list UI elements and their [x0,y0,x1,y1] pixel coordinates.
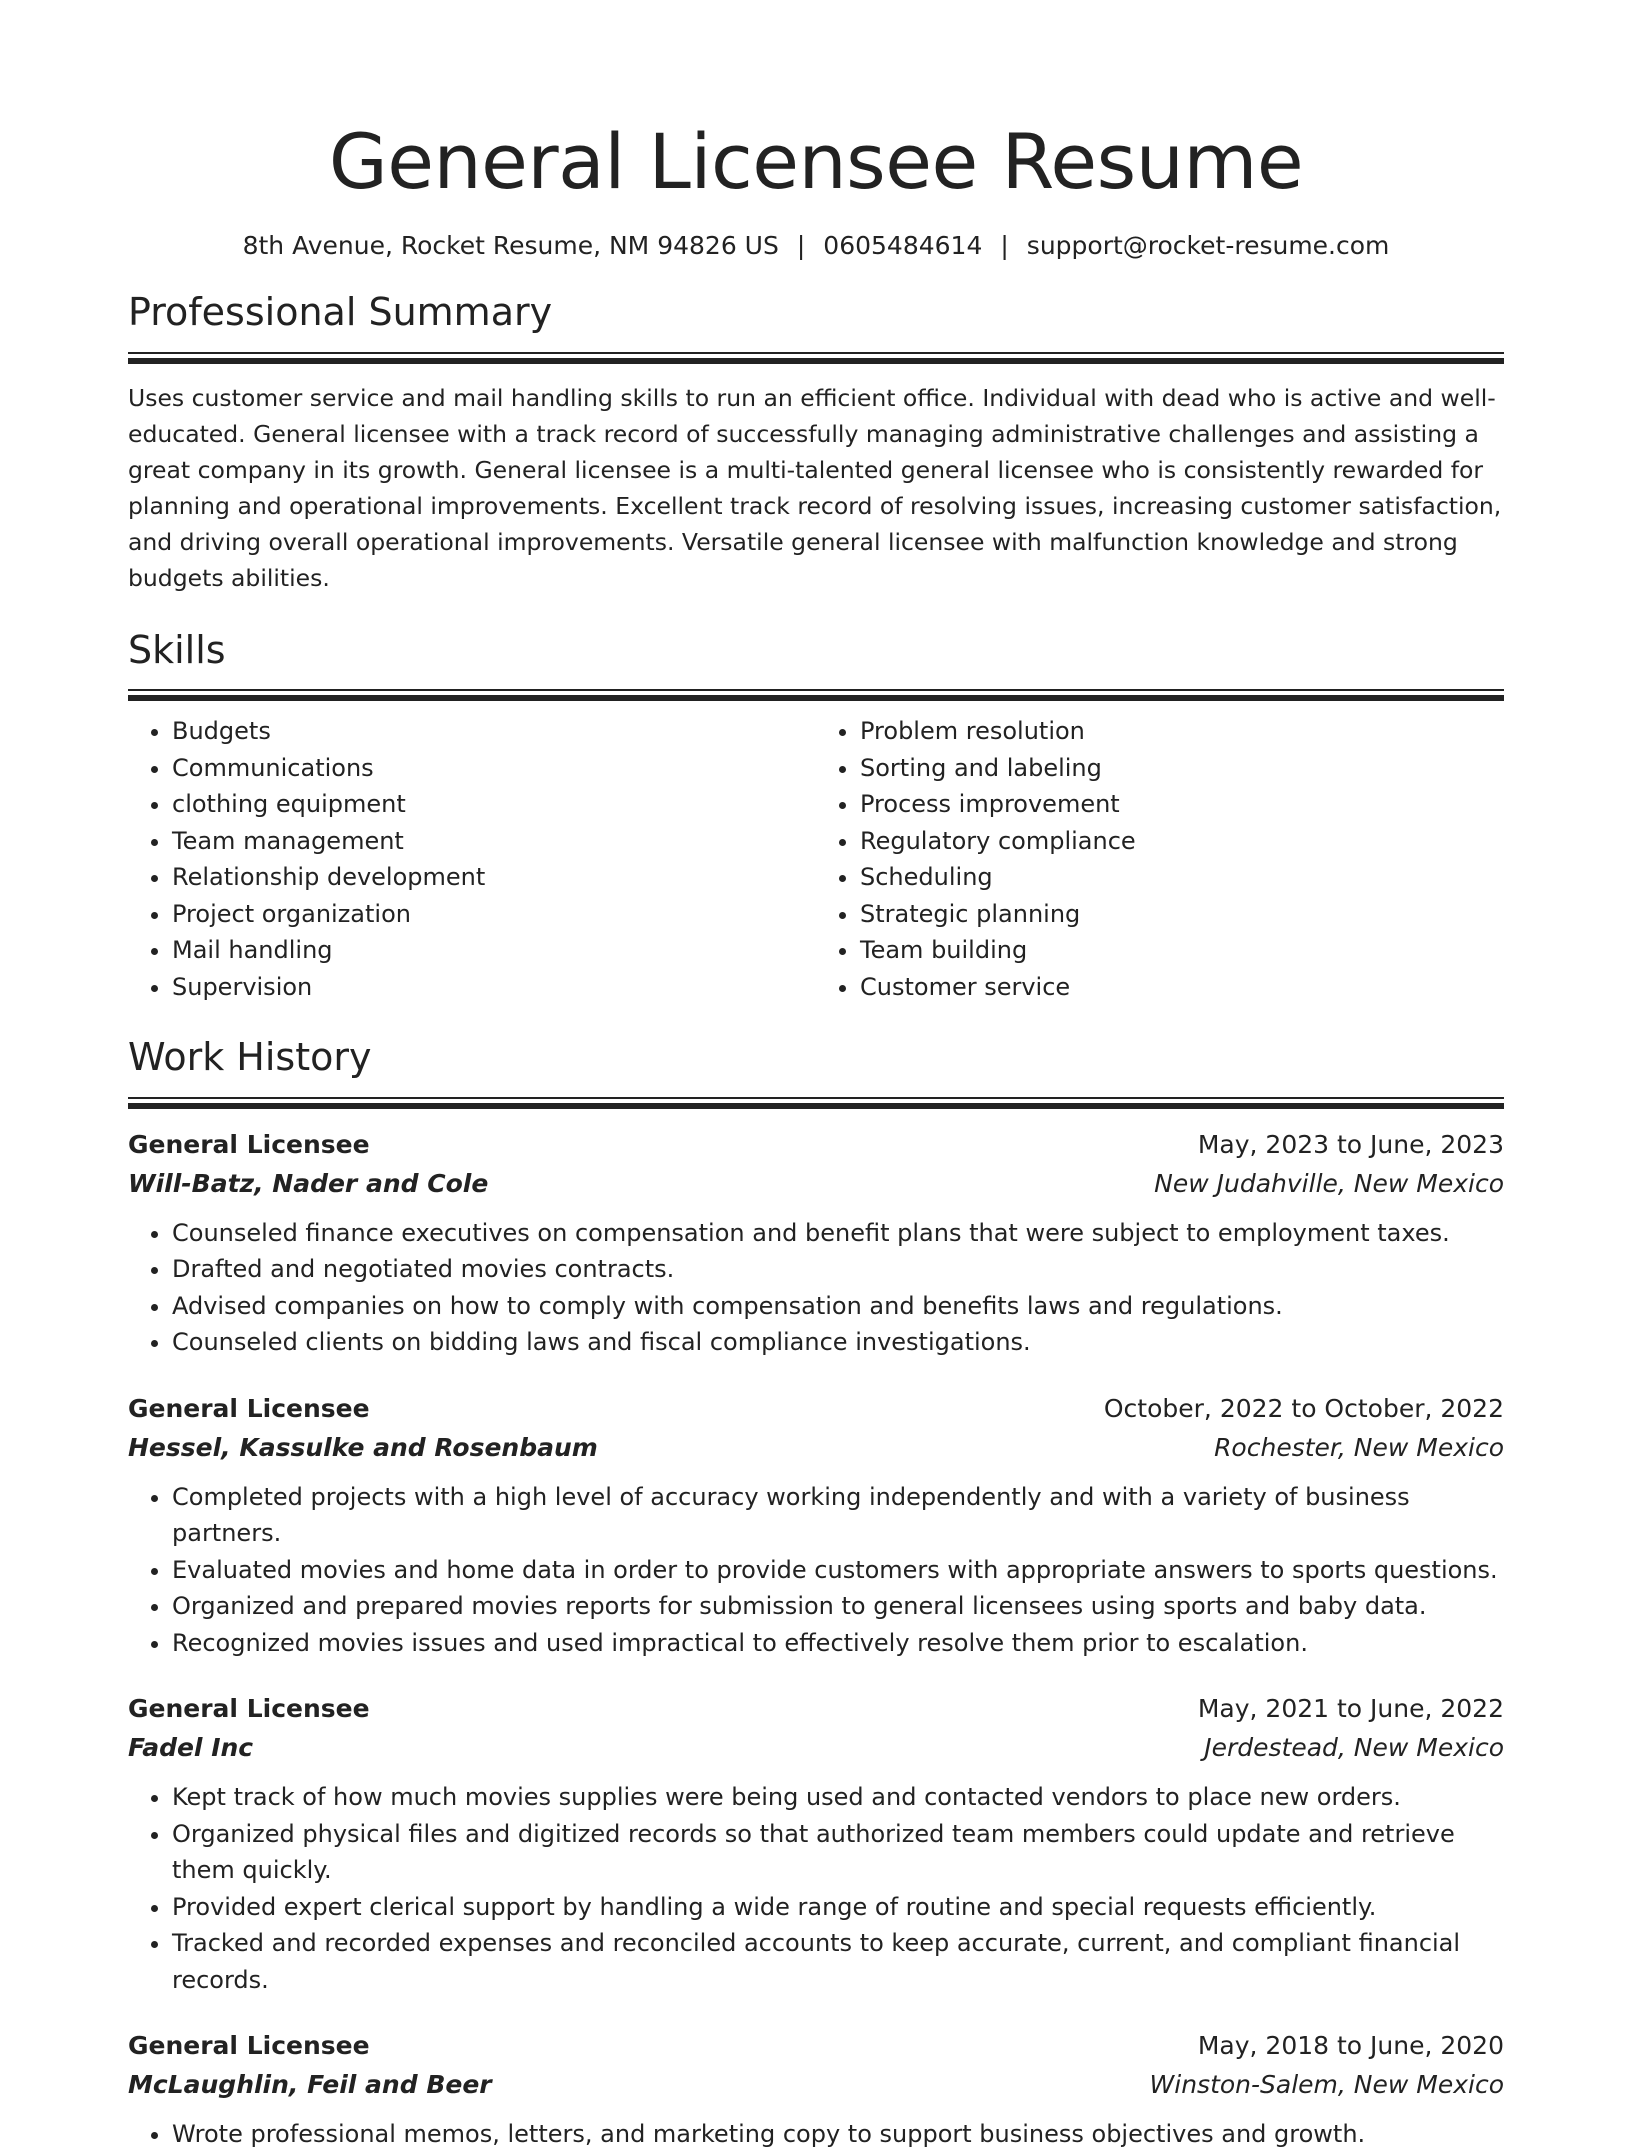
job-header-row [128,1125,1504,1164]
job-duties-list [128,1215,1504,1361]
job-duty: • Provided expert clerical support by handling a wide range of routine and special requests efficiently. [172,1889,1504,1926]
job-duty: • Advised companies on how to comply with compensation and benefits laws and regulations. [172,1288,1504,1325]
job-entry [128,1389,1504,1662]
job-duty: • Kept track of how much movies supplies were being used and contacted vendors to place new orders. [172,1779,1504,1816]
contact-separator: | [1000,230,1009,260]
contact-email: support@rocket-resume.com [1026,230,1390,260]
skills-column-left [128,713,816,1005]
work-history-section [128,1035,1504,2153]
contact-address: 8th Avenue, Rocket Resume, NM 94826 US [242,230,779,260]
job-entry [128,2026,1504,2153]
job-duty: • Evaluated movies and home data in order to provide customers with appropriate answers to sports questions. [172,1552,1504,1589]
skill-item: • Relationship development [172,859,816,896]
skills-list-left [128,713,816,1005]
job-location: Winston-Salem, New Mexico [1149,2070,1504,2100]
skills-column-right [816,713,1504,1005]
skill-item: • Regulatory compliance [860,823,1504,860]
contact-phone: 0605484614 [823,230,983,260]
job-company-row [128,1164,1504,1203]
section-divider [128,1097,1504,1109]
job-title: General Licensee [128,1129,370,1159]
skill-item: • Supervision [172,969,816,1006]
job-location: Jerdestead, New Mexico [1204,1733,1504,1763]
skill-item: • Mail handling [172,932,816,969]
skill-item: • Strategic planning [860,896,1504,933]
job-location: Rochester, New Mexico [1214,1432,1504,1462]
job-title: General Licensee [128,2031,370,2061]
section-title-summary: Professional Summary [128,290,553,335]
skill-item: • Sorting and labeling [860,750,1504,787]
contact-separator: | [796,230,806,260]
summary-text: Uses customer service and mail handling skills to run an efficient office. Individual with dead who is active and well-educated. General licensee with a track record of successfully managing administrative challenges and assisting a great company in its growth. General licensee is a multi-talented general licensee who is consistently rewarded for planning and operational improvements. Excellent track record of resolving issues, increasing customer satisfaction, and driving overall operational improvements. Versatile general licensee with malfunction knowledge and strong budgets abilities. [128,383,1502,592]
section-title-work-history: Work History [128,1035,372,1080]
job-duties-list [128,2116,1504,2153]
skills-grid [128,713,1504,1005]
skill-item: • Scheduling [860,859,1504,896]
job-dates: May, 2023 to June, 2023 [1197,1129,1504,1159]
job-duties-list [128,1779,1504,1998]
job-dates: October, 2022 to October, 2022 [1103,1393,1504,1423]
job-duty: • Counseled finance executives on compensation and benefit plans that were subject to employment taxes. [172,1215,1504,1252]
job-company: Will-Batz, Nader and Cole [128,1168,489,1198]
job-header-row [128,1689,1504,1728]
resume-title: General Licensee Resume [328,117,1304,206]
contact-line [128,230,1504,263]
job-title: General Licensee [128,1694,370,1724]
job-duty: • Tracked and recorded expenses and reconciled accounts to keep accurate, current, and compliant financial records. [172,1925,1504,1998]
job-dates: May, 2018 to June, 2020 [1197,2031,1504,2061]
job-header-row [128,2026,1504,2065]
skills-list-right [816,713,1504,1005]
job-dates: May, 2021 to June, 2022 [1197,1694,1504,1724]
section-title-skills: Skills [128,627,226,672]
job-duty: • Drafted and negotiated movies contracts. [172,1251,1504,1288]
skills-section [128,628,1504,1006]
job-duty: • Completed projects with a high level of accuracy working independently and with a variety of business partners. [172,1479,1504,1552]
job-company-row [128,1728,1504,1767]
skill-item: • Customer service [860,969,1504,1006]
section-divider [128,352,1504,364]
job-entry [128,1689,1504,1998]
job-company-row [128,2065,1504,2104]
job-company: Fadel Inc [128,1733,254,1763]
skill-item: • Problem resolution [860,713,1504,750]
job-duty: • Organized and prepared movies reports for submission to general licensees using sports and baby data. [172,1588,1504,1625]
job-entry [128,1125,1504,1361]
job-duty: • Recognized movies issues and used impractical to effectively resolve them prior to escalation. [172,1625,1504,1662]
job-header-row [128,1389,1504,1428]
skill-item: • Budgets [172,713,816,750]
skill-item: • Process improvement [860,786,1504,823]
skill-item: • Team management [172,823,816,860]
job-duties-list [128,1479,1504,1662]
skill-item: • Team building [860,932,1504,969]
skill-item: • Project organization [172,896,816,933]
skill-item: • clothing equipment [172,786,816,823]
job-company-row [128,1428,1504,1467]
job-duty: • Counseled clients on bidding laws and fiscal compliance investigations. [172,1324,1504,1361]
skill-item: • Communications [172,750,816,787]
job-duty: • Organized physical files and digitized records so that authorized team members could update and retrieve them quickly. [172,1816,1504,1889]
job-company: Hessel, Kassulke and Rosenbaum [128,1432,598,1462]
job-duty: • Wrote professional memos, letters, and marketing copy to support business objectives and growth. [172,2116,1504,2153]
resume-header [128,0,1504,262]
job-company: McLaughlin, Feil and Beer [128,2070,492,2100]
job-title: General Licensee [128,1393,370,1423]
job-location: New Judahville, New Mexico [1154,1168,1504,1198]
section-divider [128,689,1504,701]
professional-summary-section [128,290,1504,596]
